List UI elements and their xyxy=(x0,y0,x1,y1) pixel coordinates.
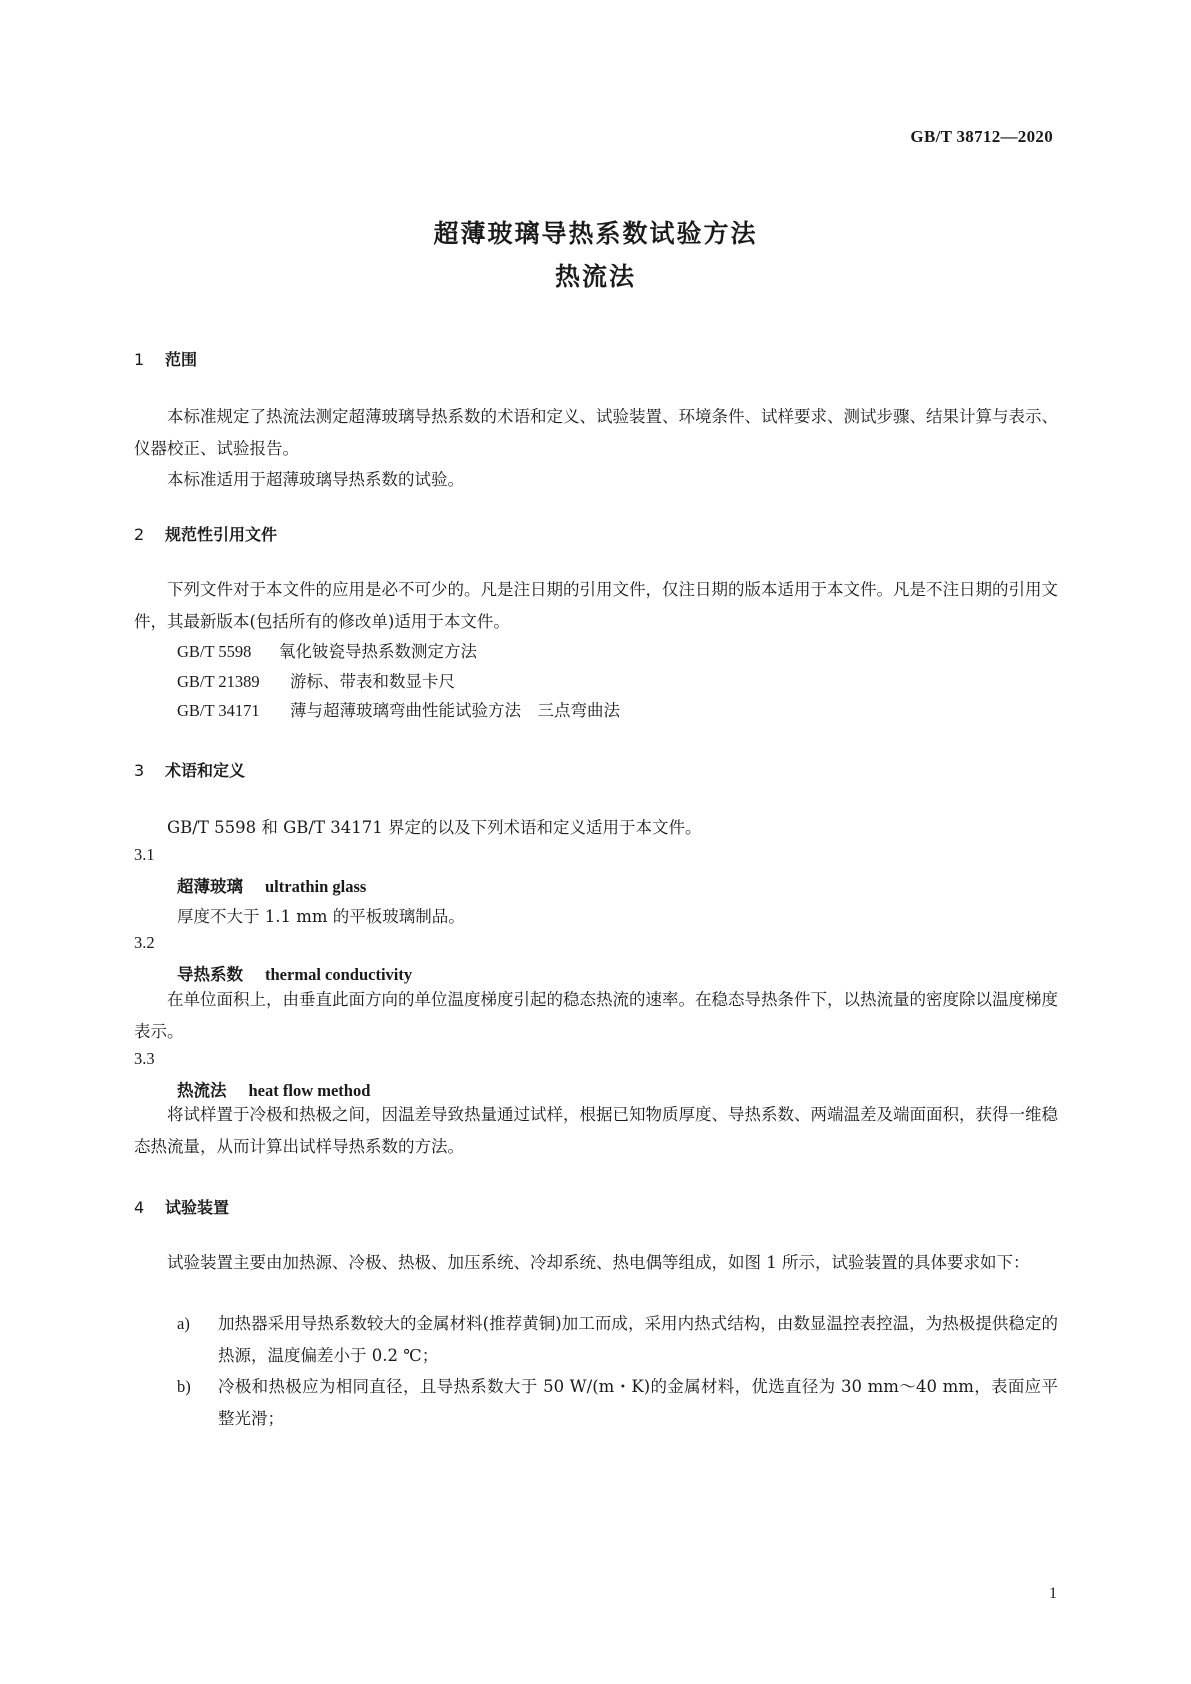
list-item-text: 加热器采用导热系数较大的金属材料(推荐黄铜)加工而成，采用内热式结构，由数显温控表控温，为热极提供稳定的热源，温度偏差小于 0.2 ℃； xyxy=(218,1314,1058,1365)
section-number: 4 xyxy=(134,1198,145,1217)
list-item-text: 冷极和热极应为相同直径，且导热系数大于 50 W/(m・K)的金属材料，优选直径为 30 mm～40 mm，表面应平整光滑； xyxy=(218,1377,1058,1428)
term-chinese: 热流法 xyxy=(177,1081,227,1100)
section-heading-scope xyxy=(134,347,197,370)
reference-code: GB/T 21389 xyxy=(177,672,260,691)
section-heading-terms xyxy=(134,758,245,781)
document-subtitle: 热流法 xyxy=(554,262,636,291)
document-title: 超薄玻璃导热系数试验方法 xyxy=(433,219,758,248)
term-definition xyxy=(134,984,1058,1047)
term-chinese: 超薄玻璃 xyxy=(177,877,243,896)
section-body-references xyxy=(134,574,1058,637)
section-heading-normative-references xyxy=(134,522,277,545)
terms-intro xyxy=(134,812,1058,844)
paragraph: 本标准规定了热流法测定超薄玻璃导热系数的术语和定义、试验装置、环境条件、试样要求、测试步骤、结果计算与表示、仪器校正、试验报告。 xyxy=(134,407,1058,458)
paragraph: 本标准适用于超薄玻璃导热系数的试验。 xyxy=(167,470,464,489)
reference-item xyxy=(177,697,620,721)
term-number: 3.1 xyxy=(134,845,155,864)
reference-code: GB/T 34171 xyxy=(177,701,260,720)
list-marker: a) xyxy=(177,1314,190,1333)
term-chinese: 导热系数 xyxy=(177,965,243,984)
list-marker: b) xyxy=(177,1377,191,1396)
paragraph: 下列文件对于本文件的应用是必不可少的。凡是注日期的引用文件，仅注日期的版本适用于本文件。凡是不注日期的引用文件，其最新版本(包括所有的修改单)适用于本文件。 xyxy=(134,580,1058,631)
reference-title: 氧化铍瓷导热系数测定方法 xyxy=(279,642,477,661)
section-body-scope xyxy=(134,401,1058,496)
term-english: thermal conductivity xyxy=(265,965,413,984)
section-title: 范围 xyxy=(165,350,198,369)
section-title: 术语和定义 xyxy=(165,761,246,780)
term-number: 3.2 xyxy=(134,933,155,952)
term-entry xyxy=(177,961,412,985)
section-title: 规范性引用文件 xyxy=(165,525,278,544)
term-definition: 厚度不大于 1.1 mm 的平板玻璃制品。 xyxy=(177,907,465,926)
page-number: 1 xyxy=(1049,1585,1057,1602)
section-title: 试验装置 xyxy=(165,1198,230,1217)
paragraph: 在单位面积上，由垂直此面方向的单位温度梯度引起的稳态热流的速率。在稳态导热条件下，以热流量的密度除以温度梯度表示。 xyxy=(134,990,1058,1041)
term-english: heat flow method xyxy=(248,1081,371,1100)
term-definition xyxy=(134,1099,1058,1162)
section-heading-apparatus xyxy=(134,1195,229,1218)
paragraph: 将试样置于冷极和热极之间，因温差导致热量通过试样，根据已知物质厚度、导热系数、两端温差及端面面积，获得一维稳态热流量，从而计算出试样导热系数的方法。 xyxy=(134,1105,1058,1156)
reference-code: GB/T 5598 xyxy=(177,642,252,661)
term-number: 3.3 xyxy=(134,1049,155,1068)
section-body-apparatus xyxy=(134,1247,1058,1279)
requirements-list xyxy=(177,1308,1058,1434)
section-number: 1 xyxy=(134,350,145,369)
section-number: 3 xyxy=(134,761,145,780)
paragraph: GB/T 5598 和 GB/T 34171 界定的以及下列术语和定义适用于本文件。 xyxy=(167,818,702,837)
reference-title: 薄与超薄玻璃弯曲性能试验方法 三点弯曲法 xyxy=(290,701,620,720)
paragraph: 试验装置主要由加热源、冷极、热极、加压系统、冷却系统、热电偶等组成，如图 1 所示，试验装置的具体要求如下： xyxy=(167,1253,1030,1272)
reference-title: 游标、带表和数显卡尺 xyxy=(290,672,455,691)
list-item xyxy=(177,1371,1058,1434)
reference-item xyxy=(177,668,455,692)
list-item xyxy=(177,1308,1058,1371)
section-number: 2 xyxy=(134,525,145,544)
standard-code: GB/T 38712—2020 xyxy=(910,127,1053,146)
reference-item xyxy=(177,638,477,662)
term-entry xyxy=(177,873,366,897)
term-english: ultrathin glass xyxy=(265,877,367,896)
term-entry xyxy=(177,1077,370,1101)
